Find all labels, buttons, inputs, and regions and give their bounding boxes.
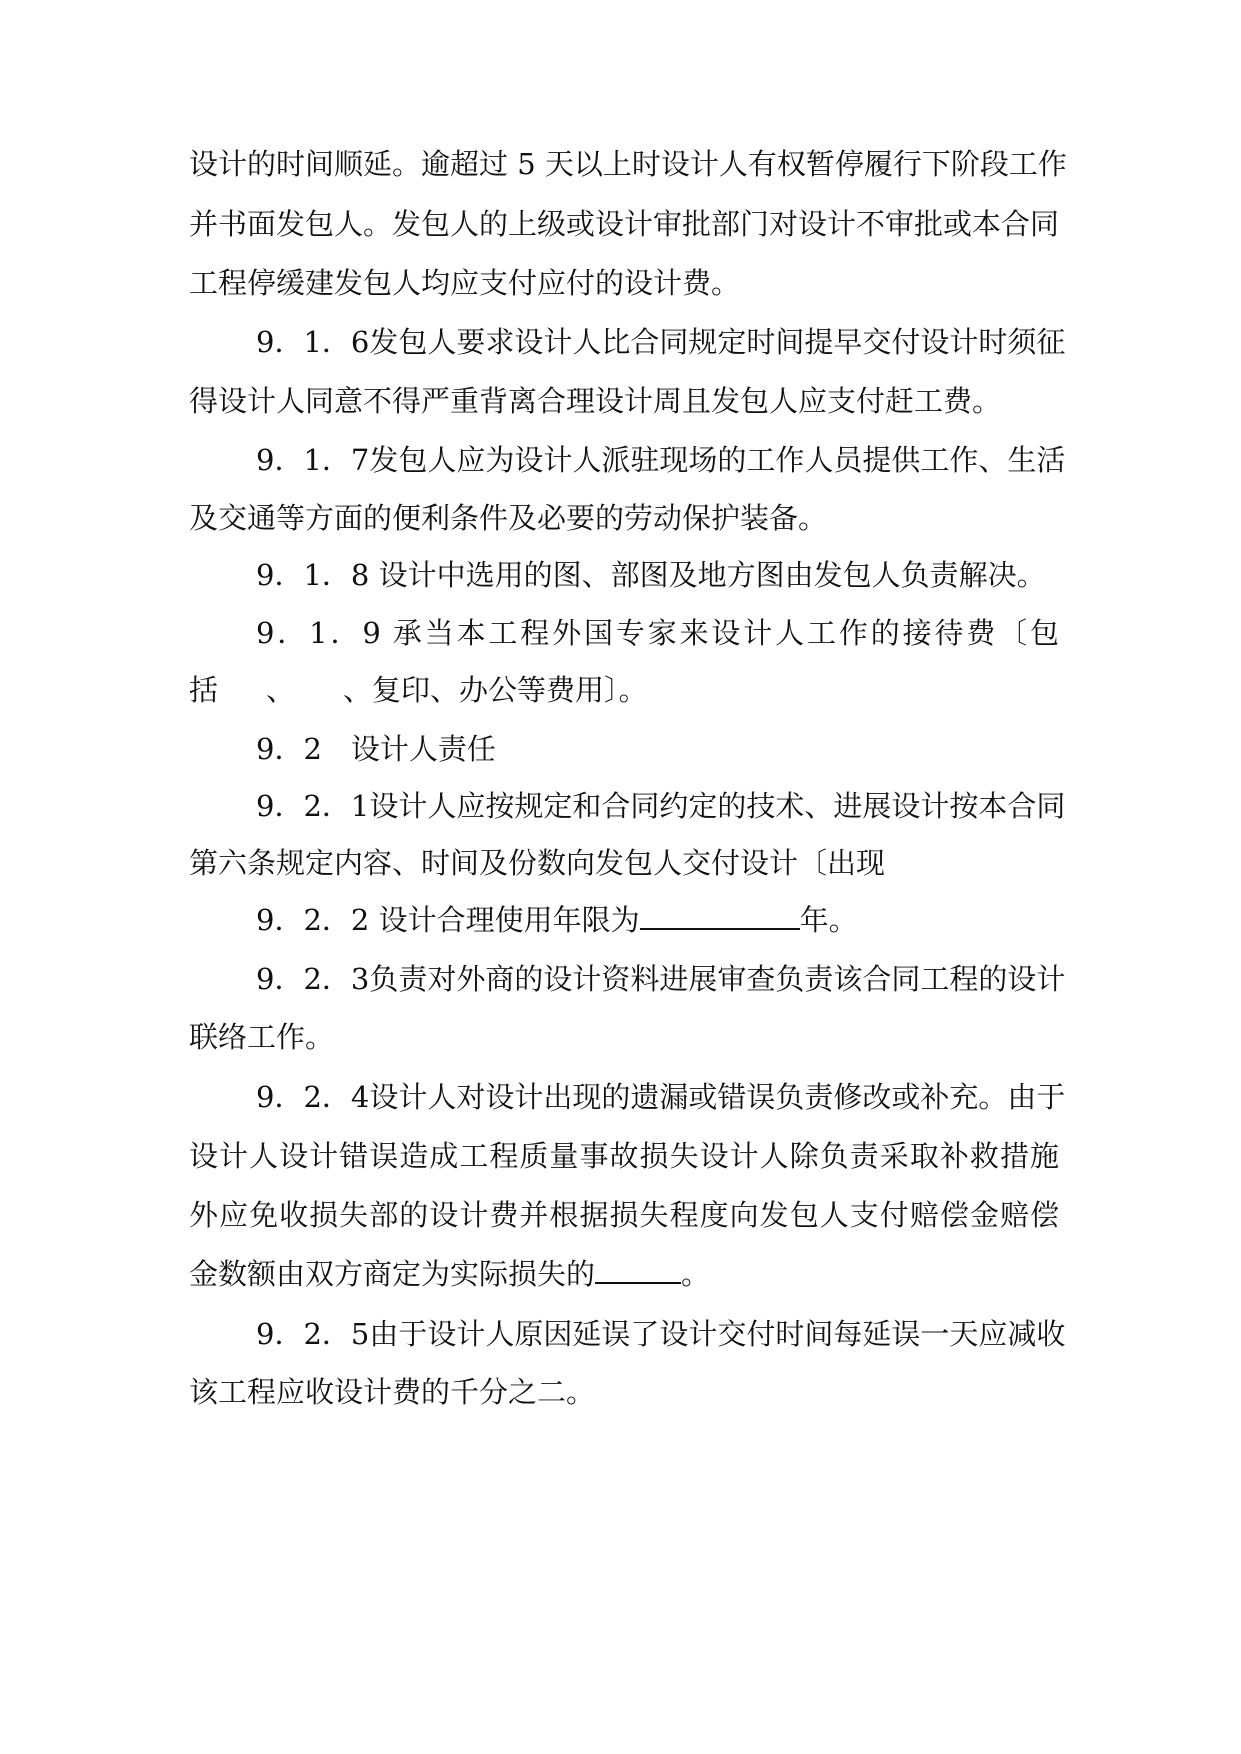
clause-9-1-8: 9．1．8 设计中选用的图、部图及地方图由发包人负责解决。 (256, 558, 1046, 592)
text-fragment: 年。 (799, 903, 858, 937)
section-heading-9-2: 9．2 设计人责任 (256, 732, 496, 766)
paragraph-line: 设计人设计错误造成工程质量事故损失设计人除负责采取补救措施 (189, 1139, 1059, 1173)
text-fragment: 、复印、办公等费用〕。 (343, 673, 648, 707)
clause-9-2-4: 9．2．4设计人对设计出现的遗漏或错误负责修改或补充。由于 (256, 1080, 1066, 1114)
text-fragment: 括 (189, 673, 219, 707)
paragraph-line: 联络工作。 (189, 1020, 335, 1054)
clause-9-1-9: 9．1．9 承当本工程外国专家来设计人工作的接待费〔包 (256, 616, 1059, 650)
clause-9-2-3: 9．2．3负责对外商的设计资料进展审查负责该合同工程的设计 (256, 962, 1066, 996)
text-fragment: 9．2．2 设计合理使用年限为 (256, 903, 640, 937)
clause-9-2-2 (256, 902, 1059, 938)
paragraph-line: 第六条规定内容、时间及份数向发包人交付设计〔出现 (189, 846, 886, 880)
paragraph-line: 并书面发包人。发包人的上级或设计审批部门对设计不审批或本合同 (189, 207, 1060, 241)
text-fragment: 、 (266, 673, 296, 707)
paragraph-line: 外应免收损失部的设计费并根据损失程度向发包人支付赔偿金赔偿 (189, 1198, 1059, 1232)
text-fragment: 金数额由双方商定为实际损失的 (189, 1257, 596, 1291)
text-fragment: 。 (681, 1257, 711, 1291)
paragraph-line: 及交通等方面的便利条件及必要的劳动保护装备。 (189, 501, 828, 535)
blank-underline (640, 902, 800, 930)
paragraph-line: 得设计人同意不得严重背离合理设计周且发包人应支付赶工费。 (189, 384, 1002, 418)
paragraph-line (189, 672, 1059, 708)
clause-9-1-7: 9．1．7发包人应为设计人派驻现场的工作人员提供工作、生活 (256, 443, 1066, 477)
paragraph-line (189, 1256, 1059, 1292)
clause-9-2-5: 9．2．5由于设计人原因延误了设计交付时间每延误一天应减收 (256, 1317, 1066, 1351)
paragraph-line: 工程停缓建发包人均应支付应付的设计费。 (189, 266, 741, 300)
clause-9-1-6: 9．1．6发包人要求设计人比合同规定时间提早交付设计时须征 (256, 325, 1066, 359)
paragraph-line: 该工程应收设计费的千分之二。 (189, 1375, 596, 1409)
blank-underline (595, 1256, 681, 1284)
paragraph-line: 设计的时间顺延。逾超过 5 天以上时设计人有权暂停履行下阶段工作 (189, 147, 1067, 181)
clause-9-2-1: 9．2．1设计人应按规定和合同约定的技术、进展设计按本合同 (256, 789, 1066, 823)
